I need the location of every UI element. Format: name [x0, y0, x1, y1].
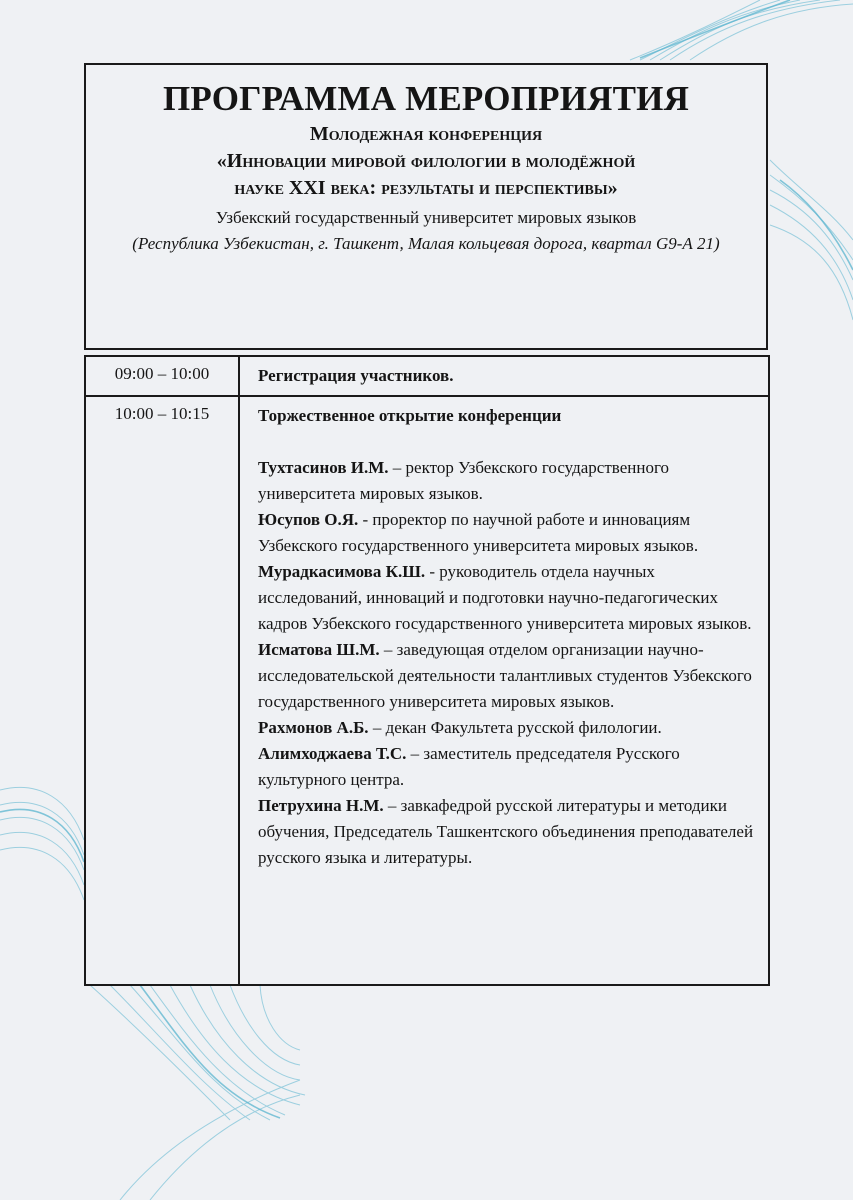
conference-type: Молодежная конференция [309, 123, 543, 145]
conference-theme-line1: «Инновации мировой филологии в молодёжной [216, 150, 636, 172]
speaker-role: – ректор Узбекского государственного университета мировых языков. [258, 458, 669, 503]
program-header-box [84, 63, 768, 350]
event-cell [239, 356, 769, 396]
speaker-name: Тухтасинов И.М. [258, 458, 389, 477]
speaker-entry [258, 741, 758, 793]
speaker-entry [258, 507, 758, 559]
event-title: Торжественное открытие конференции [258, 406, 562, 425]
event-title: Регистрация участников. [258, 366, 454, 385]
speaker-role: – завкафедрой русской литературы и методики обучения, Председатель Ташкентского объединения преподавателей русского языка и литературы. [258, 796, 754, 867]
speaker-role: - руководитель отдела научных исследований, инноваций и подготовки научно-педагогических кадров Узбекского государственного университета мировых языков. [258, 562, 752, 633]
speaker-name: Исматова Ш.М. [258, 640, 380, 659]
schedule-row [85, 396, 769, 985]
speaker-name: Юсупов О.Я. [258, 510, 359, 529]
time-cell: 09:00 – 10:00 [85, 356, 239, 396]
speaker-role: - проректор по научной работе и инновациям Узбекского государственного университета мировых языков. [258, 510, 699, 555]
speaker-entry [258, 455, 758, 507]
speaker-name: Мурадкасимова К.Ш. [258, 562, 426, 581]
program-title: ПРОГРАММА МЕРОПРИЯТИЯ [162, 79, 690, 118]
speaker-name: Петрухина Н.М. [258, 796, 384, 815]
speaker-role: – декан Факультета русской филологии. [368, 718, 662, 737]
speaker-role: – заместитель председателя Русского культурного центра. [258, 744, 680, 789]
speaker-entry [258, 793, 758, 871]
venue-address: (Республика Узбекистан, г. Ташкент, Малая кольцевая дорога, квартал G9-А 21) [132, 234, 720, 253]
speaker-name: Рахмонов А.Б. [258, 718, 369, 737]
speaker-name: Алимходжаева Т.С. [258, 744, 407, 763]
speaker-entry [258, 559, 758, 637]
schedule-row [85, 356, 769, 396]
schedule-table [84, 355, 770, 986]
speaker-role: – заведующая отделом организации научно-исследовательской деятельности талантливых студентов Узбекского государственного университета мировых языков. [258, 640, 752, 711]
conference-theme-line2: науке XXI века: результаты и перспективы» [234, 177, 618, 199]
speaker-entry [258, 715, 758, 741]
speaker-entry [258, 637, 758, 715]
event-cell [239, 396, 769, 985]
time-cell: 10:00 – 10:15 [85, 396, 239, 985]
university-name: Узбекский государственный университет мировых языков [215, 208, 637, 227]
